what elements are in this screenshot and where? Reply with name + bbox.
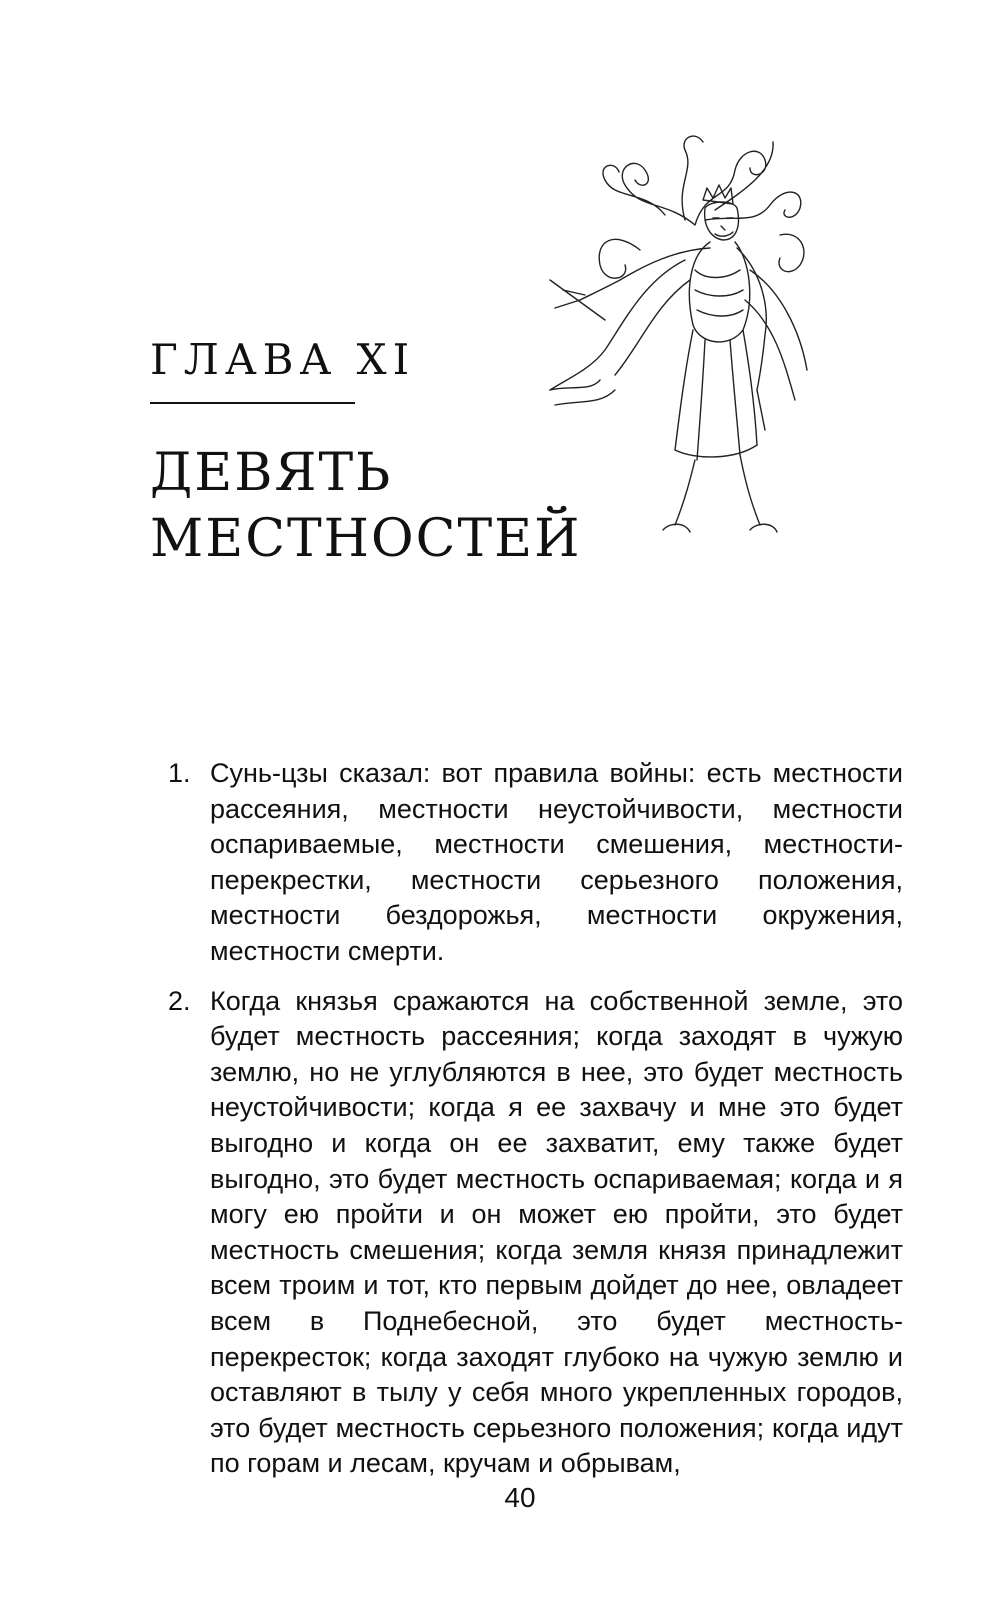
guardian-warrior-illustration: [545, 130, 815, 540]
chapter-divider: [150, 402, 355, 404]
flowing-sash: [550, 260, 807, 400]
item-number: 1.: [168, 758, 191, 788]
chapter-label: ГЛАВА XI: [150, 335, 416, 384]
paragraph-item: [168, 756, 903, 970]
flame-halo: [603, 136, 801, 225]
chapter-title: ДЕВЯТЬ МЕСТНОСТЕЙ: [150, 443, 582, 569]
page-number: 40: [504, 1482, 536, 1513]
paragraph-text: Сунь-цзы сказал: вот правила войны: есть местности рассеяния, местности неустойчивости, местности оспариваемые, местности смешения, местности-перекрестки, местности серьезного положения, местности бездорожья, местности окружения, местности смерти.: [210, 758, 903, 966]
sword: [550, 280, 605, 320]
numbered-paragraphs: [168, 756, 903, 1482]
skirt: [675, 330, 757, 460]
item-number: 2.: [168, 985, 191, 1016]
legs: [675, 455, 760, 525]
paragraph-text: Когда князья сражаются на собственной земле, это будет местность рассеяния; когда заходят в чужую землю, но не углубляются в нее, это будет местность неустойчивости; когда я ее захвачу и мне это будет выгодно и когда он ее захватит, ему также будет выгодно, это будет местность оспариваемая; когда и я могу ею пройти и он может ею пройти, это будет местность смешения; когда земля князя принадлежит всем троим и тот, кто первым дойдет до нее, овладеет всем в Поднебесной, это будет местность-перекресток; когда заходят глубоко на чужую землю и оставляют в тылу у себя много укрепленных городов, это будет местность серьезного положения; когда идут по горам и лесам, кручам и обрывам,: [210, 985, 903, 1479]
paragraph-item: [168, 984, 903, 1482]
head: [705, 202, 739, 240]
